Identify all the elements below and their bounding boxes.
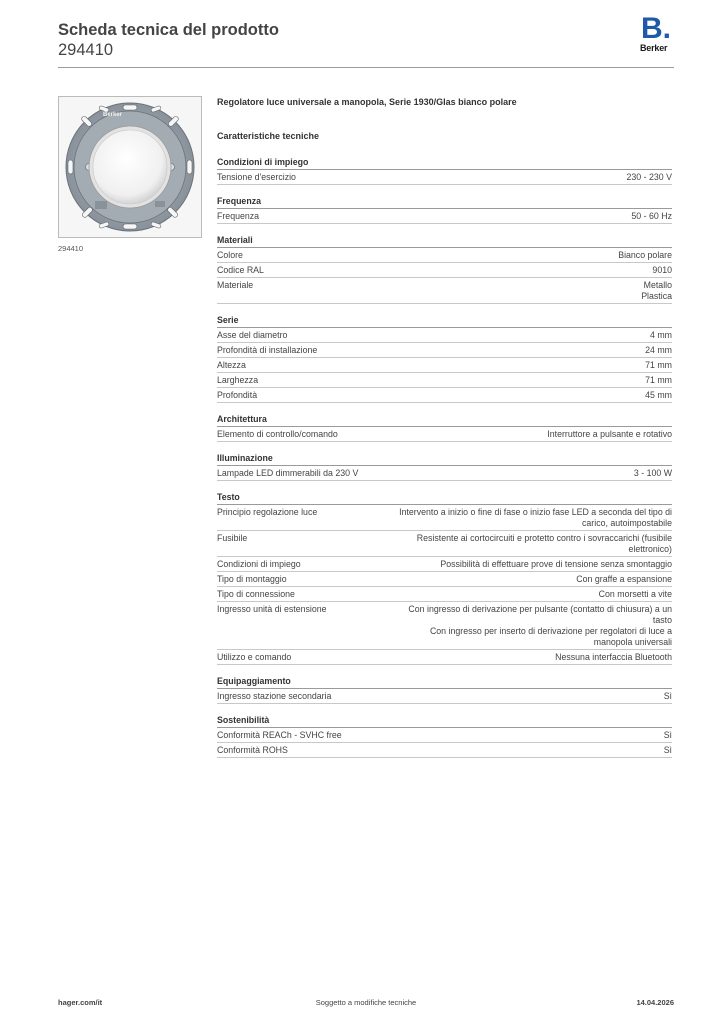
spec-label: Altezza (217, 360, 246, 370)
spec-label: Conformità ROHS (217, 745, 288, 755)
spec-value: Con morsetti a vite (598, 589, 672, 599)
spec-label: Tensione d'esercizio (217, 172, 296, 182)
dimmer-illustration (59, 97, 201, 237)
spec-value: Nessuna interfaccia Bluetooth (555, 652, 672, 662)
spec-section (217, 714, 672, 758)
spec-value: Con ingresso di derivazione per pulsante (contatto di chiusura) a un tasto Con ingresso per inserto di derivazione per regolatori di luce a manopola universali (408, 604, 672, 647)
spec-section (217, 413, 672, 442)
spec-label: Materiale (217, 280, 254, 290)
page-title: Scheda tecnica del prodotto (58, 21, 279, 39)
spec-section (217, 675, 672, 704)
spec-row (217, 505, 672, 531)
spec-row (217, 466, 672, 481)
spec-value: 71 mm (645, 375, 672, 385)
spec-row (217, 602, 672, 650)
spec-label: Larghezza (217, 375, 259, 385)
spec-row (217, 728, 672, 743)
footer-date: 14.04.2026 (636, 998, 674, 1007)
section-title: Materiali (217, 234, 672, 248)
product-code: 294410 (58, 41, 114, 59)
image-caption: 294410 (58, 244, 84, 253)
spec-row (217, 328, 672, 343)
spec-row (217, 263, 672, 278)
spec-value: 24 mm (645, 345, 672, 355)
spec-label: Conformità REACh - SVHC free (217, 730, 342, 740)
product-name: Regolatore luce universale a manopola, Serie 1930/Glas bianco polare (217, 97, 517, 107)
spec-value: 45 mm (645, 390, 672, 400)
spec-row (217, 343, 672, 358)
spec-value: Bianco polare (618, 250, 672, 260)
spec-row (217, 209, 672, 224)
spec-row (217, 427, 672, 442)
spec-value: Possibilità di effettuare prove di tensione senza smontaggio (440, 559, 672, 569)
spec-label: Utilizzo e comando (217, 652, 292, 662)
section-title: Frequenza (217, 195, 672, 209)
spec-row (217, 358, 672, 373)
logo-text: Berker (640, 43, 668, 53)
spec-label: Asse del diametro (217, 330, 288, 340)
section-title: Architettura (217, 413, 672, 427)
photo-brand-mark: Berker (103, 112, 123, 118)
spec-row (217, 587, 672, 602)
page-header (58, 20, 674, 60)
spec-value: 4 mm (650, 330, 672, 340)
spec-label: Lampade LED dimmerabili da 230 V (217, 468, 359, 478)
spec-row (217, 531, 672, 557)
spec-row (217, 743, 672, 758)
spec-value: 9010 (652, 265, 672, 275)
spec-section (217, 452, 672, 481)
section-title: Condizioni di impiego (217, 156, 672, 170)
spec-section (217, 314, 672, 403)
footer-notice: Soggetto a modifiche tecniche (315, 998, 417, 1007)
spec-label: Codice RAL (217, 265, 264, 275)
spec-label: Colore (217, 250, 243, 260)
footer-website: hager.com/it (58, 998, 103, 1007)
header-divider (58, 67, 674, 68)
spec-value: Sì (663, 745, 672, 755)
spec-row (217, 557, 672, 572)
spec-label: Fusibile (217, 533, 248, 543)
section-title: Equipaggiamento (217, 675, 672, 689)
spec-label: Tipo di montaggio (217, 574, 287, 584)
section-title: Serie (217, 314, 672, 328)
spec-content (217, 96, 672, 768)
spec-label: Elemento di controllo/comando (217, 429, 338, 439)
spec-label: Ingresso unità di estensione (217, 604, 327, 614)
section-title: Illuminazione (217, 452, 672, 466)
spec-label: Ingresso stazione secondaria (217, 691, 332, 701)
spec-label: Condizioni di impiego (217, 559, 301, 569)
spec-row (217, 689, 672, 704)
spec-value: Interruttore a pulsante e rotativo (547, 429, 672, 439)
logo-letter: B. (641, 12, 671, 45)
spec-value: Intervento a inizio o fine di fase o inizio fase LED a seconda del tipo di carico, autoimpostabile (399, 507, 672, 528)
spec-value: 3 - 100 W (633, 468, 672, 478)
spec-row (217, 170, 672, 185)
spec-row (217, 650, 672, 665)
spec-section (217, 234, 672, 304)
spec-section (217, 491, 672, 665)
spec-label: Principio regolazione luce (217, 507, 318, 517)
spec-label: Frequenza (217, 211, 260, 221)
spec-row (217, 388, 672, 403)
spec-row (217, 572, 672, 587)
spec-sections (217, 156, 672, 758)
spec-section (217, 195, 672, 224)
section-title: Sostenibilità (217, 714, 672, 728)
spec-label: Profondità di installazione (217, 345, 318, 355)
spec-value: Resistente ai cortocircuiti e protetto contro i sovraccarichi (fusibile elettronico) (416, 533, 672, 554)
tech-characteristics-heading: Caratteristiche tecniche (217, 131, 320, 141)
spec-value: 50 - 60 Hz (631, 211, 672, 221)
berker-logo (640, 12, 676, 56)
spec-section (217, 156, 672, 185)
spec-value: Sì (663, 691, 672, 701)
spec-row (217, 373, 672, 388)
spec-row (217, 248, 672, 263)
spec-value: Metallo Plastica (641, 280, 672, 301)
section-title: Testo (217, 491, 672, 505)
spec-value: 230 - 230 V (626, 172, 672, 182)
spec-label: Profondità (217, 390, 258, 400)
spec-row (217, 278, 672, 304)
product-image (58, 96, 202, 238)
spec-value: 71 mm (645, 360, 672, 370)
spec-value: Sì (663, 730, 672, 740)
spec-value: Con graffe a espansione (576, 574, 672, 584)
spec-label: Tipo di connessione (217, 589, 295, 599)
